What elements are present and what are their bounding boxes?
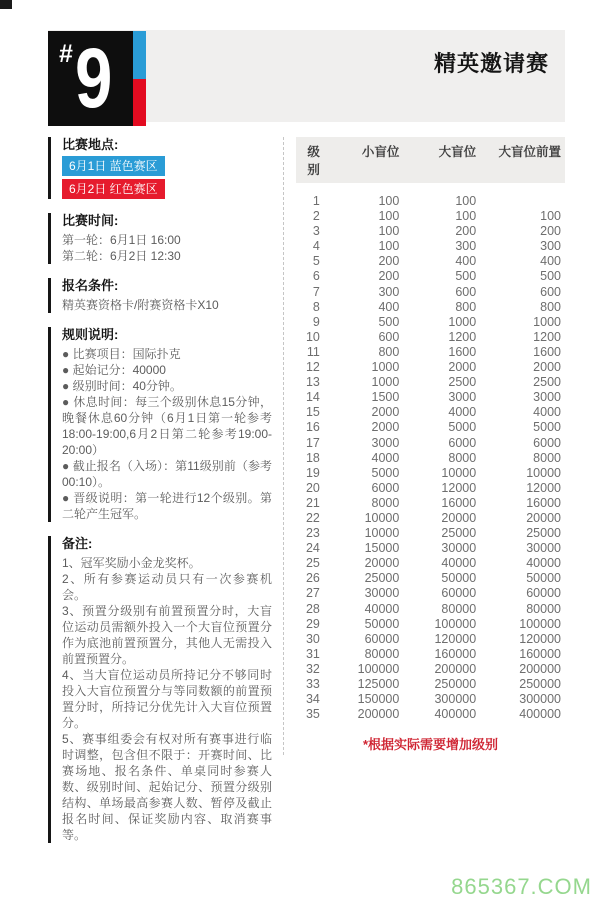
corner-artifact <box>0 0 12 9</box>
table-cell: 6 <box>312 269 320 284</box>
info-sections <box>48 137 272 857</box>
table-cell: 400000 <box>519 707 561 722</box>
table-cell: 600 <box>540 284 561 299</box>
table-row <box>296 209 565 224</box>
section-heading: 规则说明: <box>62 327 119 342</box>
table-cell: 8000 <box>371 495 400 510</box>
table-cell: 400 <box>378 299 400 314</box>
table-row <box>296 602 565 617</box>
badge-stripe <box>133 31 146 126</box>
section-heading: 报名条件: <box>62 278 119 293</box>
table-cell: 200 <box>378 254 400 269</box>
table-cell: 27 <box>305 586 320 601</box>
table-cell: 80000 <box>526 601 561 616</box>
table-cell: 5000 <box>371 465 400 480</box>
table-cell: 300000 <box>434 692 477 707</box>
section-entry <box>48 278 272 313</box>
table-row <box>296 707 565 722</box>
table-cell: 35 <box>305 707 320 722</box>
section-heading: 比赛地点: <box>62 137 119 152</box>
blinds-header-row <box>296 137 565 183</box>
table-cell: 20000 <box>364 556 400 571</box>
table-cell: 8000 <box>533 450 561 465</box>
section-line: ● 晋级说明：第一轮进行12个级别。第二轮产生冠军。 <box>62 491 272 521</box>
venue-tag: 6月1日 蓝色赛区 <box>62 156 165 176</box>
table-cell: 1500 <box>371 390 400 405</box>
table-cell: 1000 <box>448 314 477 329</box>
table-row <box>296 420 565 435</box>
table-cell <box>476 194 561 209</box>
table-cell: 25000 <box>526 526 561 541</box>
section-line: 第一轮：6月1日 16:00 <box>62 233 181 247</box>
table-cell: 800 <box>378 344 400 359</box>
blinds-structure <box>284 137 565 753</box>
page-title: 精英邀请赛 <box>433 51 549 76</box>
number-sign: # <box>59 40 73 68</box>
table-cell: 100 <box>455 194 477 208</box>
table-row <box>296 571 565 586</box>
table-cell: 5000 <box>533 420 561 435</box>
table-row <box>296 496 565 511</box>
table-cell: 400000 <box>434 707 477 722</box>
table-cell: 20000 <box>526 510 561 525</box>
table-cell: 2000 <box>448 360 477 375</box>
table-cell: 800 <box>455 299 477 314</box>
table-cell: 8 <box>312 299 320 314</box>
table-cell: 1600 <box>448 344 477 359</box>
table-cell: 100 <box>378 209 400 224</box>
table-cell: 4000 <box>448 405 477 420</box>
table-cell: 100 <box>378 224 400 239</box>
table-cell: 25 <box>305 556 320 571</box>
table-cell: 300000 <box>519 692 561 707</box>
table-cell: 25000 <box>364 571 400 586</box>
table-cell: 16 <box>305 420 320 435</box>
section-location <box>48 137 272 199</box>
table-cell: 6000 <box>448 435 477 450</box>
table-row <box>296 617 565 632</box>
table-cell: 12000 <box>526 480 561 495</box>
section-line: 3、预置分级别有前置预置分时，大盲位运动员需额外投入一个大盲位预置分作为底池前置预置分，其他人无需投入前置预置分。 <box>62 604 272 666</box>
table-cell: 28 <box>305 601 320 616</box>
table-cell: 7 <box>312 284 320 299</box>
table-cell: 6000 <box>371 480 400 495</box>
table-cell: 1000 <box>533 314 561 329</box>
table-cell: 30000 <box>441 541 477 556</box>
table-cell: 10000 <box>441 465 477 480</box>
table-cell: 60000 <box>364 631 400 646</box>
table-cell: 200 <box>455 224 477 239</box>
table-cell: 2500 <box>533 375 561 390</box>
table-cell: 80000 <box>441 601 477 616</box>
blinds-rows <box>296 194 565 722</box>
table-cell: 800 <box>540 299 561 314</box>
table-cell: 300 <box>378 284 400 299</box>
table-cell: 60000 <box>526 586 561 601</box>
table-cell: 160000 <box>519 646 561 661</box>
table-cell: 1000 <box>371 360 400 375</box>
table-cell: 10000 <box>364 510 400 525</box>
table-cell: 2500 <box>448 375 477 390</box>
table-cell: 31 <box>305 646 320 661</box>
table-cell: 120000 <box>434 631 477 646</box>
section-line: ● 截止报名（入场）：第11级别前（参考00:10）。 <box>62 459 272 489</box>
table-cell: 1 <box>312 194 320 208</box>
table-row <box>296 466 565 481</box>
table-cell: 9 <box>312 314 320 329</box>
table-row <box>296 541 565 556</box>
table-cell: 14 <box>305 390 320 405</box>
table-row <box>296 511 565 526</box>
table-row <box>296 405 565 420</box>
table-cell: 30000 <box>364 586 400 601</box>
table-cell: 32 <box>305 661 320 676</box>
table-row <box>296 360 565 375</box>
column-header: 大盲位 <box>438 145 477 159</box>
table-row <box>296 285 565 300</box>
section-line: 4、当大盲位运动员所持记分不够同时投入大盲位预置分与等同数额的前置预置分时，所持记分优先计入大盲位预置分。 <box>62 668 272 730</box>
table-cell: 24 <box>305 541 320 556</box>
table-row <box>296 390 565 405</box>
table-cell: 400 <box>540 254 561 269</box>
table-cell: 100 <box>455 209 477 224</box>
table-cell: 40000 <box>441 556 477 571</box>
column-header: 小盲位 <box>361 145 400 159</box>
table-cell: 15000 <box>364 541 400 556</box>
table-row <box>296 556 565 571</box>
table-cell: 13 <box>305 375 320 390</box>
table-cell: 600 <box>378 329 400 344</box>
table-cell: 18 <box>305 450 320 465</box>
table-cell: 150000 <box>357 692 400 707</box>
table-cell: 10000 <box>364 526 400 541</box>
table-cell: 250000 <box>519 677 561 691</box>
section-notes <box>48 536 272 843</box>
table-row <box>296 194 565 209</box>
table-row <box>296 375 565 390</box>
section-line: 第二轮：6月2日 12:30 <box>62 249 181 263</box>
table-cell: 100 <box>378 194 400 208</box>
table-cell: 4000 <box>533 405 561 420</box>
table-row <box>296 436 565 451</box>
table-cell: 125000 <box>357 677 400 691</box>
table-cell: 60000 <box>441 586 477 601</box>
venue-tag: 6月2日 红色赛区 <box>62 179 165 199</box>
table-cell: 500 <box>540 269 561 284</box>
table-cell: 16000 <box>441 495 477 510</box>
section-line: 1、冠军奖励小金龙奖杯。 <box>62 556 201 570</box>
table-cell: 400 <box>455 254 477 269</box>
section-line: 精英赛资格卡/附赛资格卡X10 <box>62 298 219 312</box>
table-row <box>296 526 565 541</box>
table-cell: 3000 <box>448 390 477 405</box>
stripe-red <box>133 79 146 127</box>
table-row <box>296 254 565 269</box>
table-cell: 300 <box>540 239 561 254</box>
table-row <box>296 481 565 496</box>
table-cell: 1200 <box>448 329 477 344</box>
table-cell: 2000 <box>533 360 561 375</box>
table-cell: 1000 <box>371 375 400 390</box>
table-cell: 5000 <box>448 420 477 435</box>
table-cell: 30 <box>305 631 320 646</box>
table-cell: 30000 <box>526 541 561 556</box>
table-cell: 300 <box>455 239 477 254</box>
table-cell: 4 <box>312 239 320 254</box>
table-cell: 40000 <box>364 601 400 616</box>
section-line: 5、赛事组委会有权对所有赛事进行临时调整，包含但不限于：开赛时间、比赛场地、报名条件、单桌同时参赛人数、级别时间、起始记分、预置分级别结构、单场最高参赛人数、暂停及截止报名时间、保证奖励内容、取消赛事等。 <box>62 732 272 842</box>
table-cell: 50000 <box>526 571 561 586</box>
table-cell: 17 <box>305 435 320 450</box>
table-cell: 12000 <box>441 480 477 495</box>
content <box>48 137 565 857</box>
event-number: 9 <box>75 31 113 125</box>
table-row <box>296 586 565 601</box>
table-row <box>296 647 565 662</box>
table-cell: 80000 <box>364 646 400 661</box>
event-number-badge <box>48 31 146 126</box>
table-cell: 100 <box>378 239 400 254</box>
table-cell: 21 <box>305 495 320 510</box>
section-line: ● 比赛项目：国际扑克 <box>62 347 181 361</box>
table-row <box>296 300 565 315</box>
table-cell: 200 <box>540 224 561 239</box>
table-cell: 100 <box>540 209 561 224</box>
table-cell: 4000 <box>371 450 400 465</box>
table-row <box>296 677 565 692</box>
table-cell: 20 <box>305 480 320 495</box>
table-cell: 12 <box>305 360 320 375</box>
section-heading: 备注: <box>62 536 93 551</box>
stripe-blue <box>133 31 146 79</box>
section-time <box>48 213 272 264</box>
table-cell: 40000 <box>526 556 561 571</box>
table-cell: 10 <box>305 329 320 344</box>
table-row <box>296 239 565 254</box>
table-cell: 11 <box>306 344 320 359</box>
table-row <box>296 330 565 345</box>
table-cell: 1600 <box>533 344 561 359</box>
table-cell: 50000 <box>364 616 400 631</box>
table-row <box>296 662 565 677</box>
table-cell: 6000 <box>533 435 561 450</box>
table-cell: 10000 <box>526 465 561 480</box>
table-row <box>296 692 565 707</box>
table-cell: 3000 <box>371 435 400 450</box>
table-cell: 22 <box>305 510 320 525</box>
table-cell: 3000 <box>533 390 561 405</box>
table-row <box>296 269 565 284</box>
table-cell: 16000 <box>526 495 561 510</box>
table-cell: 100000 <box>357 661 400 676</box>
column-header: 大盲位前置 <box>498 145 561 159</box>
table-cell: 160000 <box>434 646 477 661</box>
table-cell: 23 <box>305 526 320 541</box>
table-cell: 50000 <box>441 571 477 586</box>
section-line: ● 休息时间：每三个级别休息15分钟，晚餐休息60分钟（6月1日第一轮参考18:00-19:00,6月2日第二轮参考19:00-20:00） <box>62 395 272 457</box>
table-cell: 20000 <box>441 510 477 525</box>
table-cell: 5 <box>312 254 320 269</box>
table-cell: 200000 <box>434 661 477 676</box>
table-cell: 1200 <box>533 329 561 344</box>
table-cell: 3 <box>312 224 320 239</box>
table-cell: 600 <box>455 284 477 299</box>
event-number-box <box>48 31 133 126</box>
table-row <box>296 224 565 239</box>
table-cell: 15 <box>305 405 320 420</box>
table-cell: 25000 <box>441 526 477 541</box>
table-cell: 120000 <box>519 631 561 646</box>
section-line: 2、所有参赛运动员只有一次参赛机会。 <box>62 572 272 602</box>
table-cell: 500 <box>378 314 400 329</box>
section-heading: 比赛时间: <box>62 213 119 228</box>
table-cell: 200000 <box>357 707 400 722</box>
level-footnote: *根据实际需要增加级别 <box>362 737 499 753</box>
table-cell: 2 <box>312 209 320 224</box>
table-cell: 34 <box>305 692 320 707</box>
table-row <box>296 315 565 330</box>
table-cell: 100000 <box>519 616 561 631</box>
watermark: 865367.COM <box>451 874 592 899</box>
table-cell: 500 <box>455 269 477 284</box>
table-cell: 200000 <box>519 661 561 676</box>
column-header: 级别 <box>307 145 320 177</box>
section-line: ● 起始记分：40000 <box>62 363 166 377</box>
table-cell: 200 <box>378 269 400 284</box>
table-row <box>296 345 565 360</box>
section-line: ● 级别时间：40分钟。 <box>62 379 182 393</box>
table-cell: 33 <box>305 677 320 691</box>
table-cell: 29 <box>305 616 320 631</box>
table-row <box>296 451 565 466</box>
table-row <box>296 632 565 647</box>
table-cell: 100000 <box>434 616 477 631</box>
section-rules <box>48 327 272 522</box>
table-cell: 19 <box>305 465 320 480</box>
table-cell: 8000 <box>448 450 477 465</box>
header <box>48 30 565 125</box>
table-cell: 250000 <box>434 677 477 691</box>
table-cell: 26 <box>305 571 320 586</box>
table-cell: 2000 <box>371 405 400 420</box>
table-cell: 2000 <box>371 420 400 435</box>
